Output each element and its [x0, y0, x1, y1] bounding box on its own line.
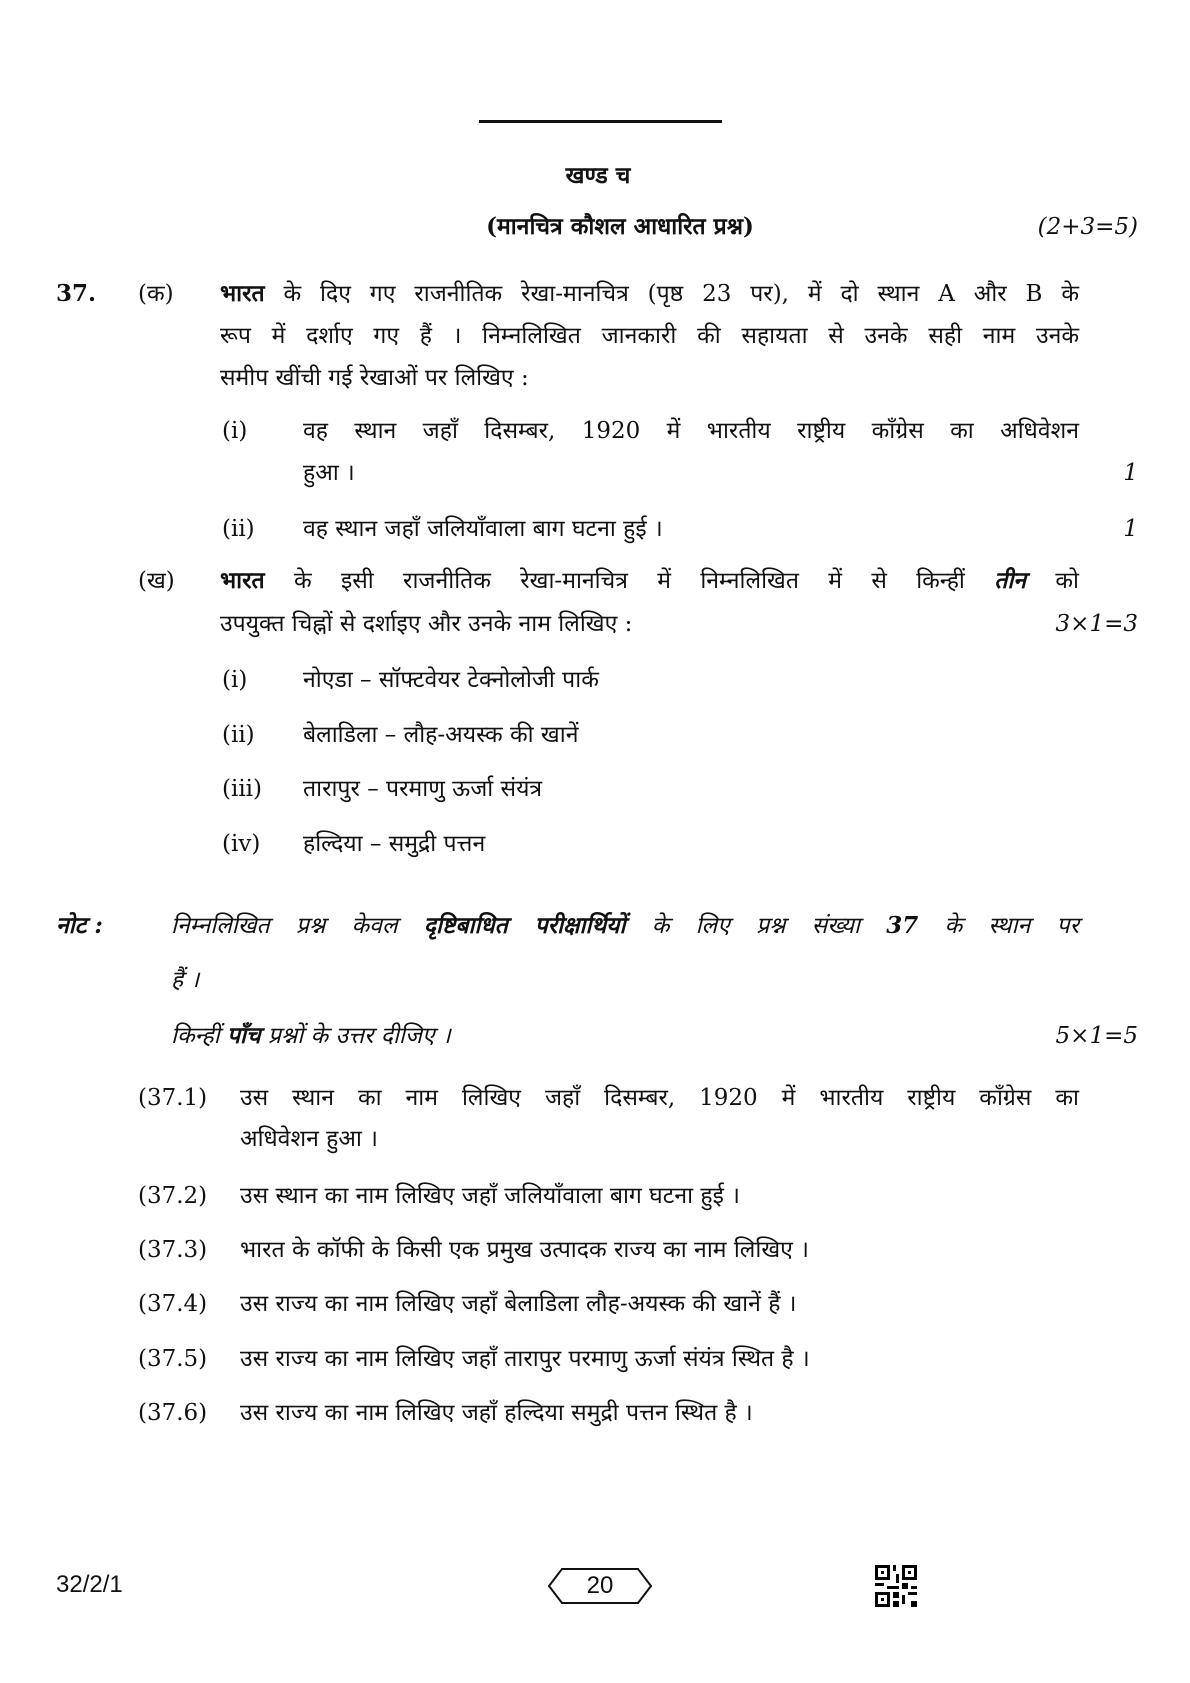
- alt-question-text: उस राज्य का नाम लिखिए जहाँ हल्दिया समुद्री पत्तन स्थित है ।: [240, 1400, 753, 1426]
- part-a-line: समीप खींची गई रेखाओं पर लिखिए :: [220, 365, 529, 391]
- alt-question-text: उस राज्य का नाम लिखिए जहाँ बेलाडिला लौह-अयस्क की खानें हैं ।: [240, 1291, 797, 1317]
- alt-question-text: भारत के कॉफी के किसी एक प्रमुख उत्पादक राज्य का नाम लिखिए ।: [240, 1237, 809, 1263]
- emphasis: पाँच: [226, 1022, 261, 1049]
- text: के लिए प्रश्न संख्या: [625, 913, 887, 939]
- item-text: वह स्थान जहाँ जलियाँवाला बाग घटना हुई ।: [303, 516, 663, 542]
- note-marks: 5×1=5: [1055, 1023, 1138, 1049]
- alt-question-text: अधिवेशन हुआ ।: [240, 1126, 378, 1152]
- text: के इसी राजनीतिक रेखा-मानचित्र में निम्नलिखित में से किन्हीं: [264, 568, 995, 594]
- text: को: [1026, 568, 1079, 594]
- alt-question-label: (37.6): [138, 1400, 208, 1426]
- item-marks: 1: [1123, 460, 1138, 486]
- alt-question-label: (37.3): [138, 1237, 208, 1263]
- item-text: हल्दिया – समुद्री पत्तन: [303, 831, 486, 857]
- note-label: नोट :: [56, 912, 103, 939]
- text: निम्नलिखित प्रश्न केवल: [171, 913, 424, 939]
- text: प्रश्नों के उत्तर दीजिए ।: [260, 1023, 451, 1049]
- section-subtitle: (मानचित्र कौशल आधारित प्रश्न): [486, 213, 754, 240]
- alt-question-text: उस स्थान का नाम लिखिए जहाँ जलियाँवाला बाग घटना हुई ।: [240, 1183, 740, 1209]
- part-b-label: (ख): [138, 568, 175, 594]
- item-label: (iii): [222, 776, 263, 802]
- item-label: (i): [222, 418, 248, 444]
- alt-question-label: (37.2): [138, 1183, 208, 1209]
- bold-term: भारत: [220, 280, 265, 307]
- page-number: 20: [586, 1572, 614, 1599]
- qr-code-icon: [875, 1565, 917, 1607]
- part-a-line: [220, 279, 1079, 309]
- note-line: हैं ।: [171, 967, 200, 993]
- alt-question-label: (37.4): [138, 1291, 208, 1317]
- section-marks: (2+3=5): [1037, 214, 1138, 240]
- item-label: (ii): [222, 722, 255, 748]
- part-a-line: रूप में दर्शाए गए हैं । निम्नलिखित जानकारी की सहायता से उनके सही नाम उनके: [220, 323, 1079, 349]
- alt-question-label: (37.1): [138, 1085, 208, 1111]
- item-label: (iv): [222, 831, 261, 857]
- section-title: खण्ड च: [565, 162, 631, 189]
- note-instruction: [171, 1021, 451, 1051]
- alt-question-text: उस राज्य का नाम लिखिए जहाँ तारापुर परमाणु ऊर्जा संयंत्र स्थित है ।: [240, 1346, 810, 1372]
- note-line: [171, 911, 1079, 941]
- item-text: बेलाडिला – लौह-अयस्क की खानें: [303, 722, 579, 748]
- part-b-marks: 3×1=3: [1055, 611, 1138, 637]
- item-label: (ii): [222, 516, 255, 542]
- item-text: तारापुर – परमाणु ऊर्जा संयंत्र: [303, 776, 543, 802]
- alt-question-text: उस स्थान का नाम लिखिए जहाँ दिसम्बर, 1920 में भारतीय राष्ट्रीय कॉंग्रेस का: [240, 1085, 1079, 1111]
- text: किन्हीं: [171, 1023, 227, 1049]
- item-label: (i): [222, 667, 248, 693]
- alt-question-label: (37.5): [138, 1346, 208, 1372]
- text: के दिए गए राजनीतिक रेखा-मानचित्र (पृष्ठ 23 पर), में दो स्थान A और B के: [264, 281, 1079, 307]
- part-b-line: [220, 566, 1079, 596]
- bold-term: भारत: [220, 567, 265, 594]
- part-b-line: उपयुक्त चिह्नों से दर्शाइए और उनके नाम लिखिए :: [220, 611, 633, 637]
- emphasis: तीन: [994, 567, 1027, 594]
- item-marks: 1: [1123, 516, 1138, 542]
- emphasis: दृष्टिबाधित परीक्षार्थियों: [423, 912, 626, 939]
- question-number: 37.: [56, 280, 97, 307]
- item-text: नोएडा – सॉफ्टवेयर टेक्नोलोजी पार्क: [303, 667, 599, 693]
- top-divider: [479, 120, 722, 123]
- text: के स्थान पर: [918, 913, 1080, 939]
- item-text: हुआ ।: [303, 460, 355, 486]
- emphasis: 37: [886, 912, 919, 939]
- item-text: वह स्थान जहाँ दिसम्बर, 1920 में भारतीय राष्ट्रीय कॉंग्रेस का अधिवेशन: [303, 418, 1079, 444]
- paper-code: 32/2/1: [56, 1571, 123, 1598]
- part-a-label: (क): [138, 281, 174, 307]
